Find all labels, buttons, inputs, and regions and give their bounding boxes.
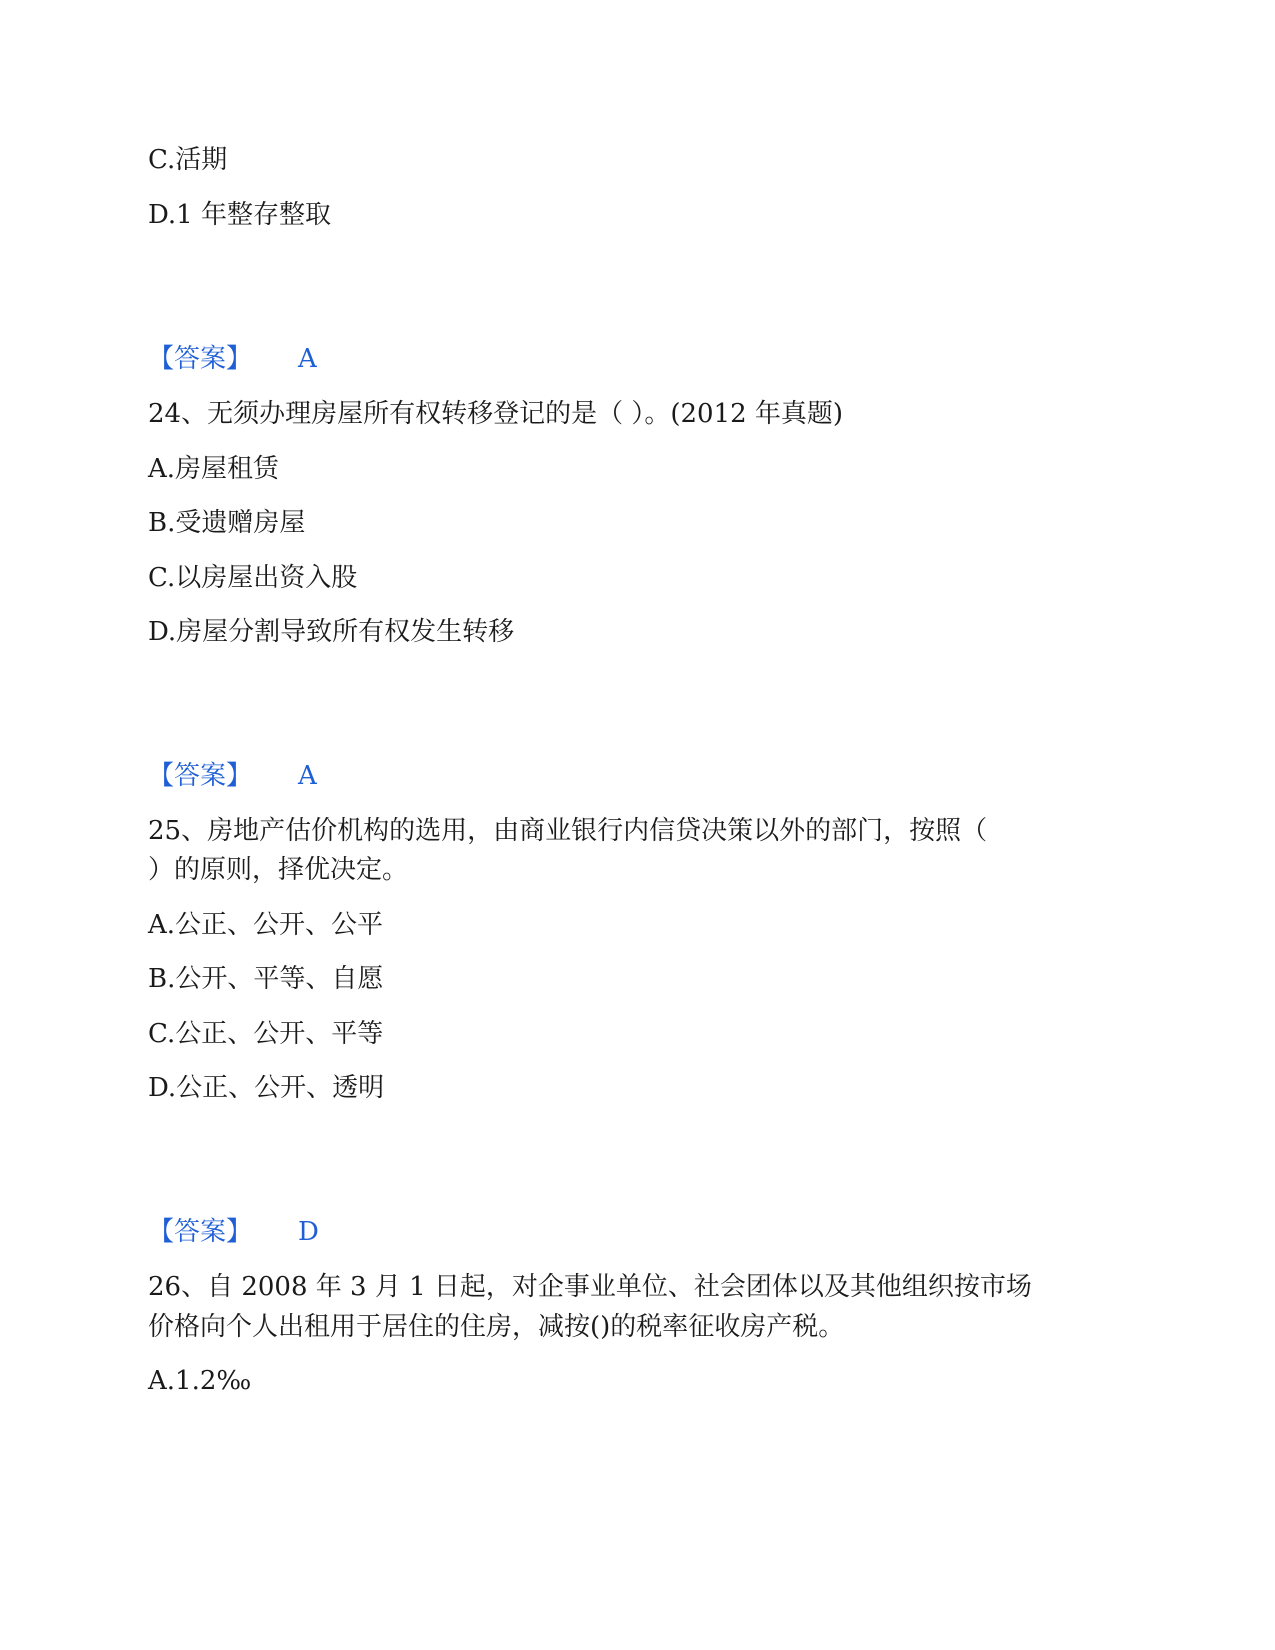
question-25-option-c: C.公正、公开、平等 xyxy=(148,1019,384,1049)
answer-value: A xyxy=(298,761,317,791)
question-25-option-d: D.公正、公开、透明 xyxy=(148,1073,385,1103)
question-24-stem: 24、无须办理房屋所有权转移登记的是（ ）。(2012 年真题) xyxy=(148,399,844,429)
question-25-option-a: A.公正、公开、公平 xyxy=(148,910,384,940)
answer-value: D xyxy=(298,1217,319,1247)
question-25-stem-line-1: 25、房地产估价机构的选用，由商业银行内信贷决策以外的部门，按照（ xyxy=(148,816,988,846)
answer-value: A xyxy=(298,344,317,374)
question-25-stem-line-2: ）的原则，择优决定。 xyxy=(148,855,409,885)
question-26-stem-line-2: 价格向个人出租用于居住的住房，减按()的税率征收房产税。 xyxy=(148,1312,845,1342)
answer-label: 【答案】 xyxy=(148,344,253,374)
answer-label: 【答案】 xyxy=(148,1217,253,1247)
question-26-option-a: A.1.2‰ xyxy=(148,1366,252,1396)
answer-label: 【答案】 xyxy=(148,761,253,791)
question-26-stem-line-1: 26、自 2008 年 3 月 1 日起，对企事业单位、社会团体以及其他组织按市场 xyxy=(148,1272,1032,1302)
answer-row-24 xyxy=(148,760,317,792)
option-d-prev: D.1 年整存整取 xyxy=(148,200,331,230)
question-24-option-a: A.房屋租赁 xyxy=(148,454,280,484)
answer-row-25 xyxy=(148,1216,319,1248)
question-25-option-b: B.公开、平等、自愿 xyxy=(148,964,384,994)
option-c-prev: C.活期 xyxy=(148,145,228,175)
question-24-option-c: C.以房屋出资入股 xyxy=(148,563,358,593)
answer-row-prev xyxy=(148,343,317,375)
question-24-option-b: B.受遗赠房屋 xyxy=(148,508,306,538)
question-24-option-d: D.房屋分割导致所有权发生转移 xyxy=(148,617,515,647)
